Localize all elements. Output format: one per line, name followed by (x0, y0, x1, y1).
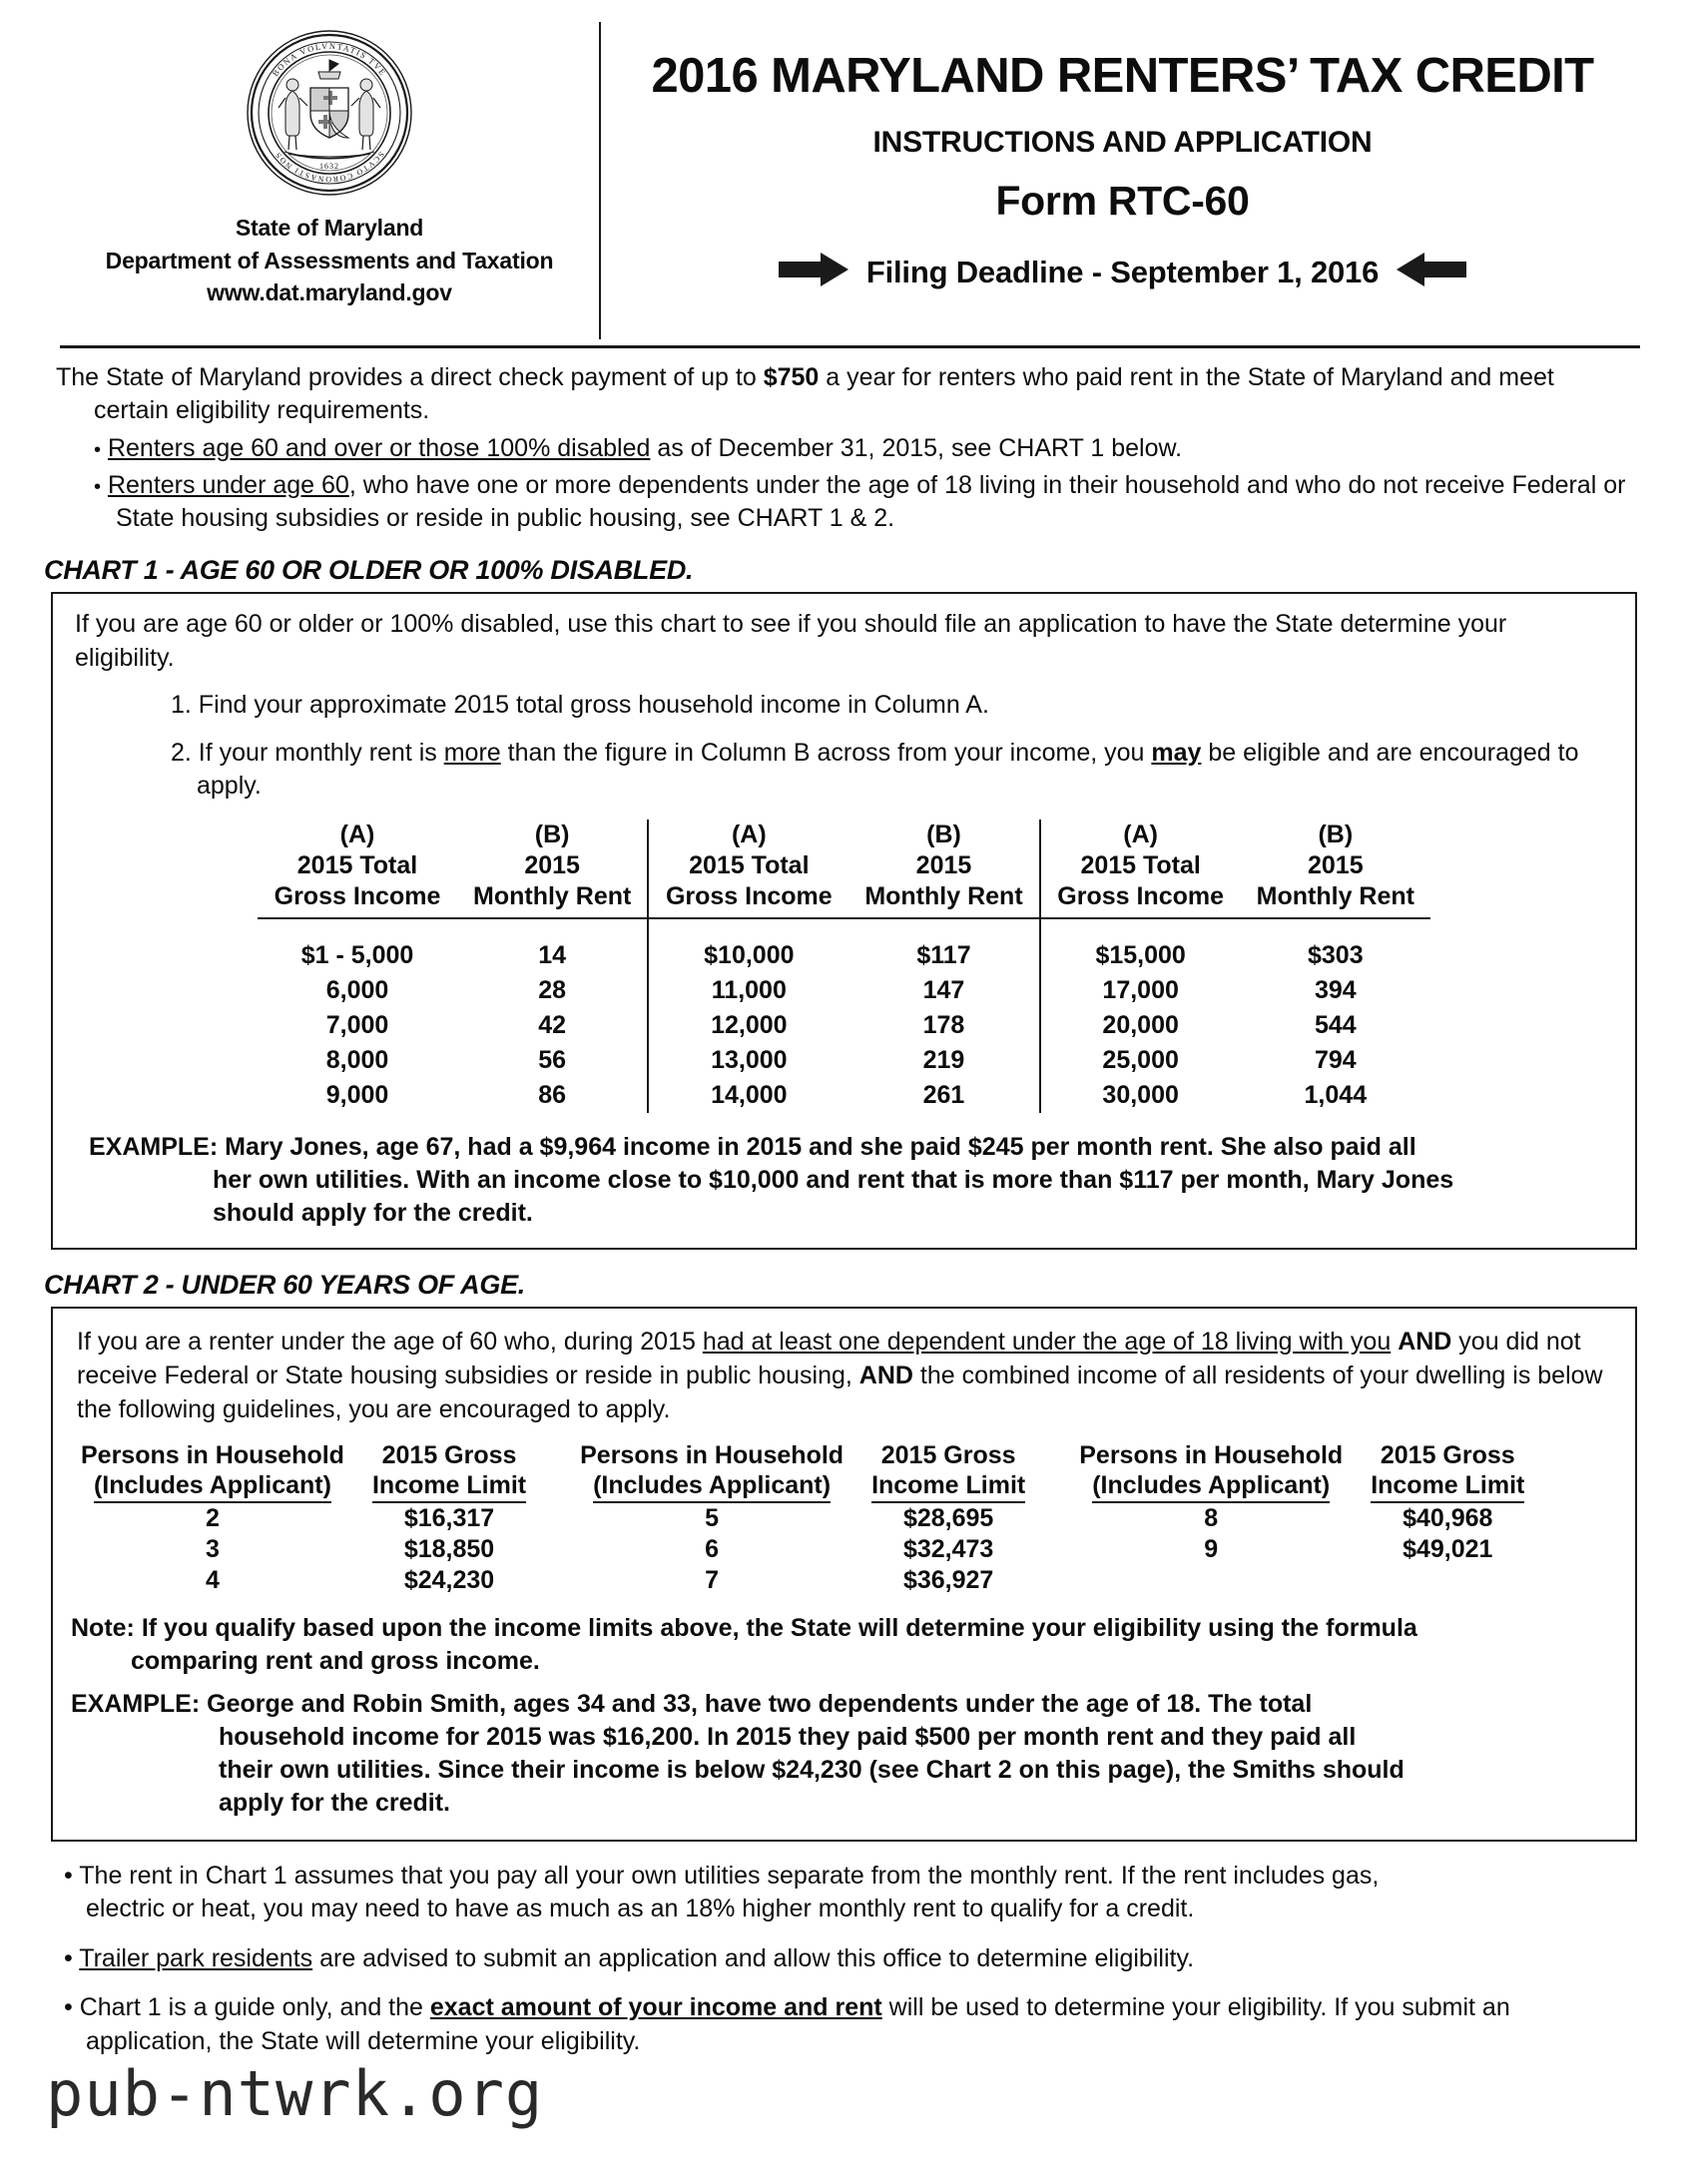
chart1-income-3-3: 20,000 (1102, 1010, 1179, 1039)
footer-bullet-2-underline: Trailer park residents (79, 1943, 313, 1972)
title-block (599, 18, 1628, 291)
intro-text-b: a year for renters who paid rent in the State of Maryland and meet certain eligibility requirements. (94, 363, 1554, 425)
chart2-limit-3-2: $49,021 (1403, 1534, 1493, 1563)
chart2-head-persons-3 (1065, 1440, 1357, 1503)
chart1-label-b-1: (B) (534, 819, 570, 848)
credit-amount: $750 (763, 363, 820, 391)
chart2-head-limit-2 (857, 1440, 1039, 1503)
chart1-row-1 (258, 938, 1430, 973)
svg-text:BONA VOLVNTATIS TVE: BONA VOLVNTATIS TVE (271, 41, 388, 79)
chart1-head-b-l2-3: Monthly Rent (1256, 882, 1414, 911)
intro-bullet-1-rest: as of December 31, 2015, see CHART 1 below. (650, 433, 1183, 462)
chart1-rent-1-2: 28 (538, 975, 567, 1004)
chart1-head-a-l2-3: Gross Income (1057, 882, 1225, 911)
chart2-limit-2-2: $32,473 (902, 1534, 994, 1563)
chart1-income-1-3: 7,000 (325, 1010, 389, 1039)
chart2-persons-3-2: 9 (1204, 1534, 1219, 1563)
chart2-persons-2-1: 5 (705, 1503, 720, 1532)
chart2-head-persons-2 (566, 1440, 857, 1503)
chart2-example-line4: apply for the credit. (219, 1788, 450, 1817)
footer-bullet-trailer-park (62, 1942, 1634, 1976)
chart1-example-lead: EXAMPLE: Mary Jones, age 67, had a $9,964 income in 2015 and she paid $245 per month rent. She also paid all (89, 1132, 1416, 1161)
arrow-left-icon (1397, 253, 1466, 291)
chart1-row-2 (258, 973, 1430, 1008)
chart1-label-a-3: (A) (1123, 819, 1159, 848)
chart1-table (258, 819, 1430, 1113)
chart2-limit-3-3 (1357, 1565, 1538, 1596)
chart1-income-2-2: 11,000 (711, 975, 787, 1004)
footer-bullet-guide-only (62, 1991, 1634, 2058)
chart1-heading: CHART 1 - AGE 60 OR OLDER OR 100% DISABLED. (44, 555, 694, 586)
svg-text:SCVTO CORONASTI NOS: SCVTO CORONASTI NOS (273, 150, 386, 185)
chart2-head-limit-1 (358, 1440, 540, 1503)
chart1-income-2-5: 14,000 (711, 1080, 788, 1109)
chart1-income-3-5: 30,000 (1102, 1080, 1179, 1109)
footer-bullet-3-underline: exact amount of your income and rent (429, 1993, 882, 2021)
chart2-limit-1-2: $18,850 (403, 1534, 495, 1563)
chart2-gap-2 (1039, 1440, 1065, 1503)
chart2-persons-3-1: 8 (1204, 1503, 1219, 1532)
chart2-example-line3: their own utilities. Since their income is below $24,230 (see Chart 2 on this page), the Smiths should (219, 1755, 1405, 1784)
page-header (0, 0, 1688, 347)
agency-line-state: State of Maryland (235, 215, 424, 241)
bullet-dot-icon: • (64, 1861, 73, 1890)
chart1-rent-2-5: 261 (922, 1080, 965, 1109)
chart2-persons-2-2: 6 (705, 1534, 720, 1563)
filing-deadline-text: Filing Deadline - September 1, 2016 (865, 254, 1380, 289)
chart2-persons-1-3: 4 (206, 1565, 220, 1594)
chart2-head-limit-l2-3: Income Limit (1371, 1470, 1524, 1503)
chart1-row-3 (258, 1008, 1430, 1043)
footer-bullet-3-b: will be used to determine your eligibility. If you submit an application, the State will determine your eligibility. (86, 1993, 1510, 2055)
chart2-header-row (67, 1440, 1538, 1503)
intro-text-a: The State of Maryland provides a direct check payment of up to (56, 363, 764, 391)
chart2-and-2: AND (858, 1361, 913, 1389)
chart1-income-3-4: 25,000 (1102, 1045, 1179, 1074)
chart2-limit-3-1: $40,968 (1403, 1503, 1493, 1532)
chart2-head-limit-l1-2: 2015 Gross (880, 1440, 1016, 1469)
agency-line-department: Department of Assessments and Taxation (105, 247, 554, 273)
chart2-intro-d: the combined income of all residents of your dwelling is below the following guidelines, you are encouraged to apply. (77, 1361, 1603, 1423)
chart1-col-a-head-1 (258, 819, 457, 917)
intro-bullet-under60 (56, 469, 1628, 536)
footer-bullet-1-line1: The rent in Chart 1 assumes that you pay all your own utilities separate from the monthly rent. If the rent includes gas, (79, 1861, 1380, 1890)
footer-bullet-1-line2: electric or heat, you may need to have as much as an 18% higher monthly rent to qualify for a credit. (86, 1895, 1195, 1922)
filing-deadline-row (617, 253, 1628, 291)
intro-bullet-age60 (56, 432, 1628, 465)
chart1-income-3-2: 17,000 (1102, 975, 1179, 1004)
footer-bullet-2-rest: are advised to submit an application and allow this office to determine eligibility. (312, 1943, 1195, 1972)
chart2-limit-2-1: $28,695 (902, 1503, 994, 1532)
agency-text (106, 212, 554, 309)
chart1-row-5 (258, 1078, 1430, 1113)
chart1-label-b-3: (B) (1318, 819, 1354, 848)
chart1-income-1-5: 9,000 (325, 1080, 389, 1109)
chart1-label-b-2: (B) (926, 819, 961, 848)
chart2-head-persons-l2-3: (Includes Applicant) (1092, 1470, 1330, 1503)
intro-bullet-1-underline: Renters age 60 and over or those 100% disabled (107, 433, 651, 462)
bullet-dot-icon: • (94, 475, 102, 498)
chart2-persons-1-2: 3 (206, 1534, 220, 1563)
page-title: 2016 MARYLAND RENTERS’ TAX CREDIT (651, 49, 1594, 103)
intro-section (0, 347, 1688, 535)
chart1-col-b-head-3 (1241, 819, 1430, 917)
bullet-dot-icon: • (64, 1943, 73, 1972)
chart1-rent-3-4: 794 (1314, 1045, 1357, 1074)
chart1-label-a-2: (A) (731, 819, 767, 848)
intro-bullet-2-rest: , who have one or more dependents under the age of 18 living in their household and who do not receive Federal or State housing subsidies or reside in public housing, see CHART 1 & 2. (116, 470, 1626, 532)
chart1-rent-2-4: 219 (922, 1045, 965, 1074)
form-number: Form RTC-60 (995, 178, 1250, 224)
chart2-row-2 (67, 1534, 1538, 1565)
chart1-rent-1-1: 14 (538, 940, 567, 969)
chart2-row-1 (67, 1503, 1538, 1534)
chart1-rent-2-3: 178 (922, 1010, 965, 1039)
chart1-income-2-1: $10,000 (704, 940, 795, 969)
chart1-step2-more: more (443, 738, 501, 767)
chart2-gap-1 (540, 1440, 566, 1503)
bullet-dot-icon: • (94, 438, 102, 461)
chart2-row-3 (67, 1565, 1538, 1596)
footer-notes (0, 1842, 1688, 2059)
header-vertical-divider (599, 22, 601, 339)
chart1-header-row (258, 819, 1430, 917)
chart1-example-line2: her own utilities. With an income close to $10,000 and rent that is more than $117 per month, Mary Jones (213, 1165, 1454, 1194)
chart1-label-a-1: (A) (339, 819, 375, 848)
chart1-col-b-head-2 (848, 819, 1038, 917)
footer-bullet-utilities (62, 1860, 1634, 1926)
chart2-intro-a: If you are a renter under the age of 60 who, during 2015 (77, 1327, 703, 1356)
svg-text:1632: 1632 (319, 162, 339, 171)
chart1-row-4 (258, 1043, 1430, 1078)
maryland-state-seal-icon (245, 28, 414, 198)
chart2-table (67, 1440, 1538, 1596)
chart1-step2-b: than the figure in Column B across from your income, you (500, 738, 1152, 767)
chart1-head-a-l1-3: 2015 Total (1080, 851, 1201, 879)
chart1-head-a-l1-1: 2015 Total (296, 851, 418, 879)
chart1-step2-a: 2. If your monthly rent is (171, 738, 444, 767)
chart2-persons-1-1: 2 (206, 1503, 220, 1532)
chart1-head-b-l1-2: 2015 (915, 851, 972, 879)
chart1-rent-3-1: $303 (1308, 940, 1364, 969)
agency-line-website: www.dat.maryland.gov (207, 279, 452, 306)
footer-bullet-3-a: Chart 1 is a guide only, and the (79, 1993, 430, 2021)
chart1-example-line3: should apply for the credit. (213, 1198, 533, 1227)
chart2-head-persons-l1-2: Persons in Household (580, 1440, 844, 1469)
watermark: pub-ntwrk.org (46, 2057, 544, 2130)
chart2-limit-1-1: $16,317 (403, 1503, 495, 1532)
chart1-steps (53, 689, 1635, 804)
chart1-spacer (258, 920, 1430, 938)
chart2-note-lead: Note: If you qualify based upon the income limits above, the State will determine your eligibility using the formula (71, 1613, 1417, 1642)
chart1-step2-c: be eligible and are encouraged to apply. (197, 738, 1579, 801)
chart1-col-b-head-1 (457, 819, 647, 917)
intro-bullet-2-underline: Renters under age 60 (107, 470, 349, 499)
chart2-and-1: AND (1398, 1327, 1452, 1356)
chart2-persons-3-3 (1065, 1565, 1357, 1596)
chart1-head-b-l1-3: 2015 (1308, 851, 1364, 879)
chart2-limit-1-3: $24,230 (403, 1565, 495, 1594)
arrow-right-icon (779, 253, 848, 291)
chart2-example-lead: EXAMPLE: George and Robin Smith, ages 34 and 33, have two dependents under the age of 18. The total (71, 1689, 1313, 1718)
chart1-head-b-l2-1: Monthly Rent (473, 882, 632, 911)
chart2-head-persons-l1-1: Persons in Household (81, 1440, 344, 1469)
chart2-limit-2-3: $36,927 (902, 1565, 994, 1594)
header-divider-rule (60, 345, 1640, 348)
chart1-head-b-l2-2: Monthly Rent (864, 882, 1023, 911)
chart2-head-limit-l1-3: 2015 Gross (1380, 1440, 1515, 1469)
chart1-income-2-4: 13,000 (711, 1045, 788, 1074)
chart2-heading: CHART 2 - UNDER 60 YEARS OF AGE. (44, 1269, 525, 1300)
chart2-intro-underline: had at least one dependent under the age of 18 living with you (702, 1327, 1392, 1356)
chart1-income-2-3: 12,000 (711, 1010, 788, 1039)
chart2-head-limit-l2-1: Income Limit (372, 1470, 526, 1503)
chart2-note-cont: comparing rent and gross income. (131, 1646, 540, 1675)
chart2-persons-2-3: 7 (705, 1565, 720, 1594)
chart1-rent-1-3: 42 (538, 1010, 567, 1039)
chart1-rent-2-1: $117 (916, 940, 971, 969)
chart1-step-2 (171, 737, 1615, 804)
chart1-income-3-1: $15,000 (1095, 940, 1186, 969)
chart2-example (53, 1678, 1635, 1840)
chart2-head-limit-l1-1: 2015 Gross (381, 1440, 517, 1469)
chart2-intro (53, 1309, 1635, 1426)
chart1-col-a-head-2 (649, 819, 848, 917)
intro-paragraph (56, 361, 1628, 428)
chart1-step2-may: may (1151, 738, 1202, 767)
chart1-head-a-l2-2: Gross Income (665, 882, 833, 911)
chart1-head-a-l2-1: Gross Income (274, 882, 441, 911)
chart2-head-persons-1 (67, 1440, 358, 1503)
agency-block (60, 18, 599, 309)
chart1-head-b-l1-1: 2015 (524, 851, 580, 879)
chart1-income-1-4: 8,000 (325, 1045, 389, 1074)
chart2-head-limit-l2-2: Income Limit (871, 1470, 1025, 1503)
chart1-income-1-1: $1 - 5,000 (300, 940, 414, 969)
chart1-rent-1-4: 56 (538, 1045, 567, 1074)
chart1-rent-3-2: 394 (1314, 975, 1357, 1004)
chart2-head-limit-3 (1357, 1440, 1538, 1503)
chart2-head-persons-l1-3: Persons in Household (1079, 1440, 1344, 1469)
chart1-intro: If you are age 60 or older or 100% disabled, use this chart to see if you should file an application to have the State determine your eligibility. (75, 610, 1507, 672)
chart1-box (51, 592, 1637, 1249)
chart1-head-a-l1-2: 2015 Total (689, 851, 810, 879)
chart2-head-persons-l2-1: (Includes Applicant) (94, 1470, 331, 1503)
chart1-example (71, 1113, 1635, 1248)
chart1-rent-3-3: 544 (1314, 1010, 1357, 1039)
chart1-income-1-2: 6,000 (325, 975, 389, 1004)
bullet-dot-icon: • (64, 1993, 73, 2021)
chart2-example-line2: household income for 2015 was $16,200. In 2015 they paid $500 per month rent and they paid all (219, 1722, 1357, 1751)
chart1-step-1: 1. Find your approximate 2015 total gross household income in Column A. (171, 691, 989, 720)
chart2-head-persons-l2-2: (Includes Applicant) (593, 1470, 831, 1503)
chart2-intro-c: you did not receive Federal or State housing subsidies or reside in public housing, (77, 1327, 1581, 1389)
chart1-col-a-head-3 (1041, 819, 1241, 917)
chart1-rent-1-5: 86 (538, 1080, 567, 1109)
chart1-rent-2-2: 147 (922, 975, 965, 1004)
chart2-note (53, 1596, 1635, 1678)
chart1-rent-3-5: 1,044 (1304, 1080, 1368, 1109)
page-subtitle: INSTRUCTIONS AND APPLICATION (872, 126, 1373, 159)
chart2-box (51, 1307, 1637, 1842)
